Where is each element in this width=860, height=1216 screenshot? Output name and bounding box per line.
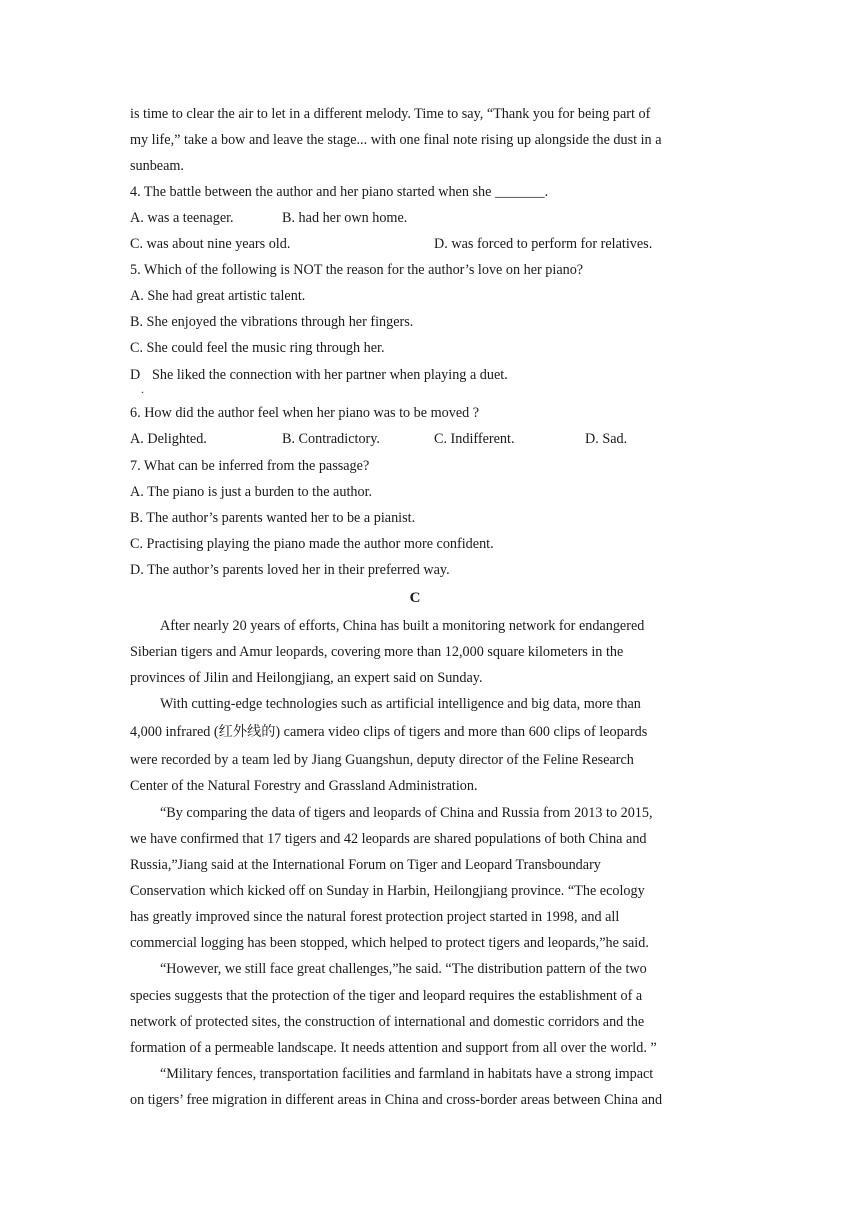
question-4-stem: 4. The battle between the author and her piano started when she _______. — [130, 184, 549, 200]
question-6-option-c: C. Indifferent. — [434, 431, 515, 447]
passage-line: sunbeam. — [130, 158, 184, 174]
passage-line: species suggests that the protection of the tiger and leopard requires the establishment of a — [130, 988, 643, 1004]
passage-line: network of protected sites, the construction of international and domestic corridors and the — [130, 1014, 645, 1030]
question-6-option-d: D. Sad. — [585, 431, 628, 447]
passage-line: we have confirmed that 17 tigers and 42 leopards are shared populations of both China and — [130, 831, 647, 847]
question-6-option-b: B. Contradictory. — [282, 431, 380, 447]
passage-line: “However, we still face great challenges,”he said. “The distribution pattern of the two — [160, 961, 647, 977]
question-5-stem: 5. Which of the following is NOT the reason for the author’s love on her piano? — [130, 262, 584, 278]
passage-line: “Military fences, transportation facilities and farmland in habitats have a strong impact — [160, 1066, 654, 1082]
question-4-option-a: A. was a teenager. — [130, 210, 234, 226]
passage-line: provinces of Jilin and Heilongjiang, an expert said on Sunday. — [130, 670, 483, 686]
passage-line: Center of the Natural Forestry and Grassland Administration. — [130, 778, 478, 794]
passage-line: After nearly 20 years of efforts, China has built a monitoring network for endangered — [160, 618, 645, 634]
passage-line: my life,” take a bow and leave the stage... with one final note rising up alongside the dust in a — [130, 132, 662, 148]
passage-line: has greatly improved since the natural forest protection project started in 1998, and all — [130, 909, 620, 925]
question-5-option-d-letter: D — [130, 367, 141, 383]
section-heading: C — [409, 590, 421, 606]
question-5-option-b: B. She enjoyed the vibrations through her fingers. — [130, 314, 414, 330]
passage-line: “By comparing the data of tigers and leopards of China and Russia from 2013 to 2015, — [160, 805, 653, 821]
question-6-option-a: A. Delighted. — [130, 431, 207, 447]
passage-line: Russia,”Jiang said at the International Forum on Tiger and Leopard Transboundary — [130, 857, 601, 873]
question-5-option-c: C. She could feel the music ring through her. — [130, 340, 385, 356]
question-5-option-a: A. She had great artistic talent. — [130, 288, 306, 304]
question-4-option-b: B. had her own home. — [282, 210, 408, 226]
passage-line: on tigers’ free migration in different areas in China and cross-border areas between China and — [130, 1092, 663, 1108]
question-7-option-d: D. The author’s parents loved her in their preferred way. — [130, 562, 450, 578]
passage-line: 4,000 infrared (红外线的) camera video clips of tigers and more than 600 clips of leopards — [130, 724, 648, 740]
question-7-option-a: A. The piano is just a burden to the author. — [130, 484, 373, 500]
passage-line: were recorded by a team led by Jiang Guangshun, deputy director of the Feline Research — [130, 752, 634, 768]
passage-line: is time to clear the air to let in a different melody. Time to say, “Thank you for being part of — [130, 106, 651, 122]
question-6-stem: 6. How did the author feel when her piano was to be moved ? — [130, 405, 480, 421]
question-7-option-b: B. The author’s parents wanted her to be a pianist. — [130, 510, 416, 526]
passage-line: Siberian tigers and Amur leopards, covering more than 12,000 square kilometers in the — [130, 644, 624, 660]
passage-line: commercial logging has been stopped, which helped to protect tigers and leopards,”he said. — [130, 935, 649, 951]
question-5-option-d-dot: . — [141, 382, 144, 396]
passage-line: Conservation which kicked off on Sunday in Harbin, Heilongjiang province. “The ecology — [130, 883, 645, 899]
question-5-option-d: She liked the connection with her partner when playing a duet. — [152, 367, 508, 383]
question-4-option-d: D. was forced to perform for relatives. — [434, 236, 653, 252]
passage-line: With cutting-edge technologies such as artificial intelligence and big data, more than — [160, 696, 641, 712]
question-7-stem: 7. What can be inferred from the passage? — [130, 458, 370, 474]
question-7-option-c: C. Practising playing the piano made the author more confident. — [130, 536, 494, 552]
passage-line: formation of a permeable landscape. It needs attention and support from all over the world. ” — [130, 1040, 657, 1056]
question-4-option-c: C. was about nine years old. — [130, 236, 291, 252]
